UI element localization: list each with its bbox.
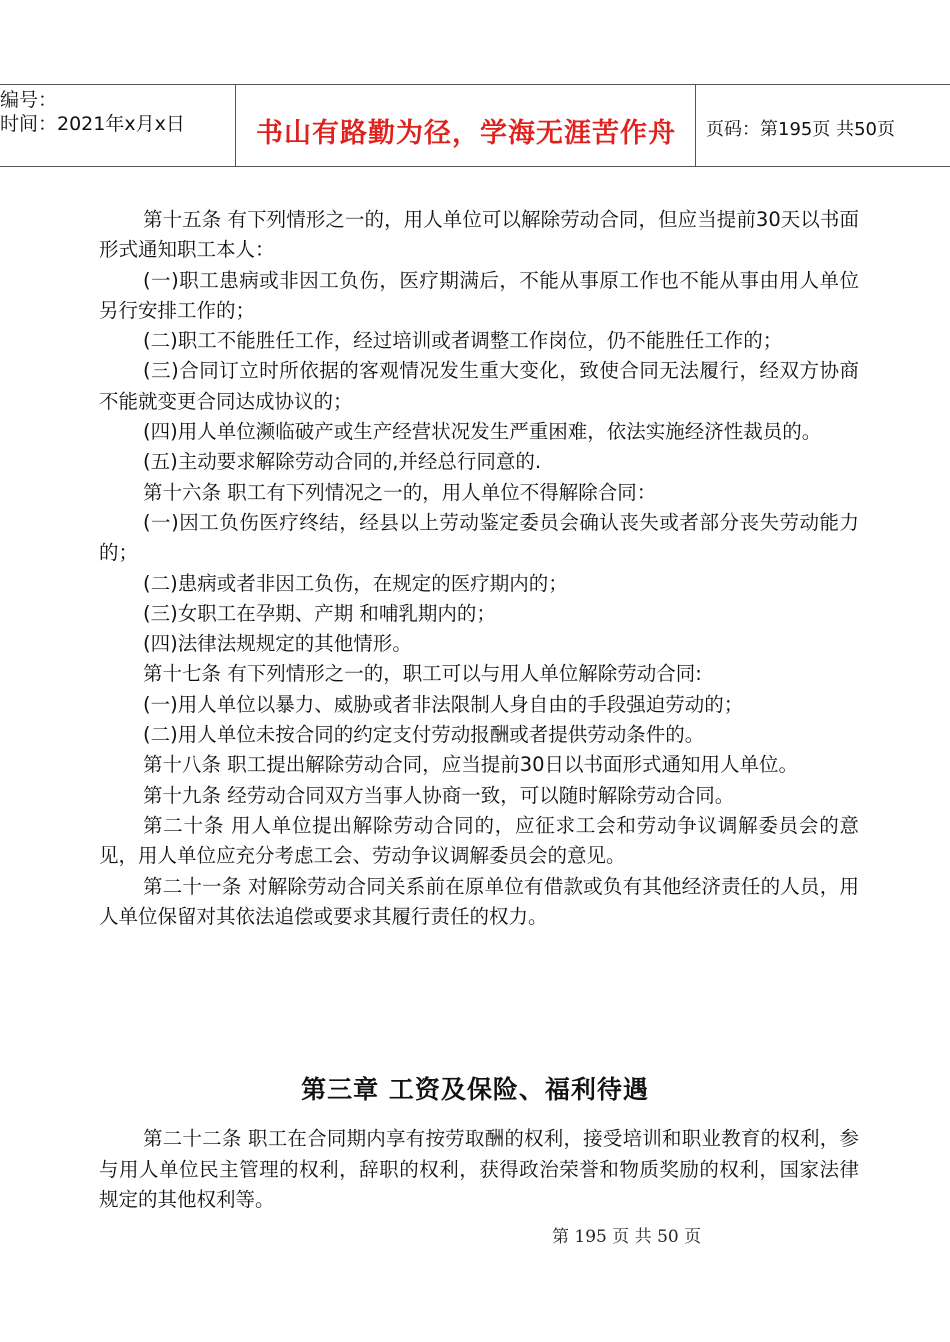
article-paragraph: (一)因工负伤医疗终结，经县以上劳动鉴定委员会确认丧失或者部分丧失劳动能力的；	[99, 510, 859, 565]
article-paragraph: 第十九条 经劳动合同双方当事人协商一致，可以随时解除劳动合同。	[143, 783, 735, 807]
body-section-articles-15-21	[99, 205, 859, 932]
article-paragraph: (四)用人单位濒临破产或生产经营状况发生严重困难，依法实施经济性裁员的。	[143, 420, 822, 444]
article-paragraph: 第十八条 职工提出解除劳动合同，应当提前30日以书面形式通知用人单位。	[143, 753, 799, 777]
article-paragraph: (四)法律法规规定的其他情形。	[143, 632, 412, 656]
document-date-label: 时间：2021年x月x日	[0, 113, 185, 135]
article-paragraph: (五)主动要求解除劳动合同的,并经总行同意的.	[143, 450, 542, 474]
article-paragraph: (三)合同订立时所依据的客观情况发生重大变化，致使合同无法履行，经双方协商不能就变更合同达成协议的；	[99, 359, 859, 413]
article-paragraph: (二)患病或者非因工负伤，在规定的医疗期内的；	[143, 571, 568, 595]
article-paragraph: 第二十条 用人单位提出解除劳动合同的，应征求工会和劳动争议调解委员会的意见，用人单位应充分考虑工会、劳动争议调解委员会的意见。	[99, 813, 859, 868]
document-number-label: 编号：	[0, 89, 58, 111]
article-paragraph: (一)职工患病或非因工负伤，医疗期满后，不能从事原工作也不能从事由用人单位另行安排工作的；	[99, 268, 859, 322]
article-paragraph: (一)用人单位以暴力、威胁或者非法限制人身自由的手段强迫劳动的；	[143, 692, 744, 716]
article-paragraph: 第十六条 职工有下列情况之一的，用人单位不得解除合同：	[143, 480, 657, 504]
body-section-chapter-3	[99, 1124, 859, 1216]
header-motto: 书山有路勤为径，学海无涯苦作舟	[256, 118, 676, 149]
header-motto-cell	[236, 85, 696, 166]
article-paragraph: 第二十二条 职工在合同期内享有按劳取酬的权利，接受培训和职业教育的权利，参与用人单位民主管理的权利，辞职的权利，获得政治荣誉和物质奖励的权利，国家法律规定的其他权利等。	[99, 1127, 859, 1211]
article-paragraph: 第二十一条 对解除劳动合同关系前在原单位有借款或负有其他经济责任的人员，用人单位保留对其依法追偿或要求其履行责任的权力。	[99, 874, 859, 928]
article-paragraph: 第十五条 有下列情形之一的，用人单位可以解除劳动合同，但应当提前30天以书面形式通知职工本人：	[99, 208, 859, 262]
document-header	[0, 84, 950, 167]
header-meta-cell	[0, 85, 236, 166]
header-page-code: 页码：第195页 共50页	[706, 119, 895, 140]
article-paragraph: (二)职工不能胜任工作，经过培训或者调整工作岗位，仍不能胜任工作的；	[143, 329, 783, 353]
article-paragraph: 第十七条 有下列情形之一的，职工可以与用人单位解除劳动合同:	[143, 662, 702, 686]
page-footer: 第 195 页 共 50 页	[552, 1227, 702, 1247]
article-paragraph: (三)女职工在孕期、产期 和哺乳期内的；	[143, 601, 496, 625]
article-paragraph: (二)用人单位未按合同的约定支付劳动报酬或者提供劳动条件的。	[143, 723, 705, 747]
header-page-cell	[696, 85, 950, 166]
chapter-heading: 第三章 工资及保险、福利待遇	[301, 1075, 649, 1104]
